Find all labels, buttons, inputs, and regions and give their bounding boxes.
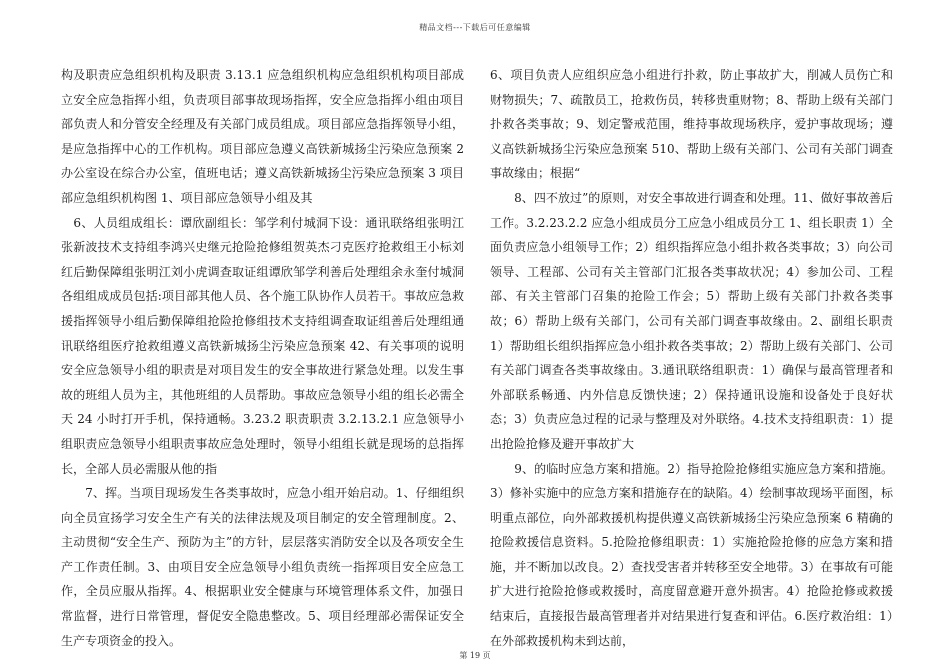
paragraph: 9、的临时应急方案和措施。2）指导抢险抢修组实施应急方案和措施。3）修补实施中的应急方案和措施存在的缺陷。4）绘制事故现场平面图，标明重点部位，向外部救援机构提供遵义高铁新城扬尘污染应急预案 6 精确的抢险救援信息资料。5.抢险抢修组职责：1）实施抢险抢修的应急方案和措施，并不断加以改良。2）查找受害者并转移至安全地带。3）在事故有可能扩大进行抢险抢修或救援时，高度留意避开意外损害。4）抢险抢修或救援结束后，直接报告最高管理者并对结果进行复查和评估。6.医疗救治组：1）在外部救援机构未到达前， bbox=[490, 461, 893, 648]
paragraph: 8、四不放过”的原则，对安全事故进行调查和处理。11、做好事故善后工作。3.2.23.2.2 应急小组成员分工应急小组成员分工 1、组长职责 1）全面负责应急小组领导工作；2）组织指挥应急小组扑救各类事故；3）向公司领导、工程部、公司有关主管部门汇报各类事故状况；4）参加公司、工程部、有关主管部门召集的抢险工作会；5）帮助上级有关部门扑救各类事故；6）帮助上级有关部门，公司有关部门调查事故缘由。2、副组长职责 1）帮助组长组织指挥应急小组扑救各类事故；2）帮助上级有关部门、公司有关部门调查各类事故缘由。3.通讯联络组职责：1）确保与最高管理者和外部联系畅通、内外信息反馈快速；2）保持通讯设施和设备处于良好状态；3）负责应急过程的记录与整理及对外联络。4.技术支持组职责：1）提出抢险抢修及避开事故扩大 bbox=[490, 190, 893, 451]
paragraph: 构及职责应急组织机构及职责 3.13.1 应急组织机构应急组织机构项目部成立安全应急指挥小组，负责项目部事故现场指挥，安全应急指挥小组由项目部负责人和分管安全经理及有关部门成员组成。项目部应急指挥领导小组，是应急指挥中心的工作机构。项目部应急遵义高铁新城扬尘污染应急预案 2 办公室设在综合办公室，值班电话；遵义高铁新城扬尘污染应急预案 3 项目部应急组织机构图 1、项目部应急领导小组及其 bbox=[61, 68, 464, 205]
paragraph: 6、项目负责人应组织应急小组进行扑救，防止事故扩大，削减人员伤亡和财物损失；7、疏散员工，抢救伤员，转移贵重财物；8、帮助上级有关部门扑救各类事故；9、划定警戒范围，维持事故现场秩序，爱护事故现场；遵义高铁新城扬尘污染应急预案 510、帮助上级有关部门、公司有关部门调查事故缘由；根据“ bbox=[490, 68, 893, 181]
right-column bbox=[490, 63, 893, 653]
left-column bbox=[61, 63, 464, 653]
paragraph: 7、挥。当项目现场发生各类事故时，应急小组开始启动。1、仔细组织向全员宣扬学习安全生产有关的法律法规及项目制定的安全管理制度。2、主动贯彻“安全生产、预防为主”的方针，层层落实消防安全以及各项安全生产工作责任制。3、由项目安全应急领导小组负责统一指挥项目安全应急工作，全员应服从指挥。4、根据职业安全健康与环境管理体系文件，加强日常监督，进行日常管理，督促安全隐患整改。5、项目经理部必需保证安全生产专项资金的投入。 bbox=[61, 486, 464, 648]
paragraph: 6、人员组成组长：谭欣副组长：邹学利付城洞下设：通讯联络组张明江张新波技术支持组李鸿兴史继元抢险抢修组贺英杰刁克医疗抢救组王小标刘红后勤保障组张明江刘小虎调查取证组谭欣邹学利善后处理组余永奎付城洞各组组成成员包括:项目部其他人员、各个施工队协作人员若干。事故应急救援指挥领导小组后勤保障组抢险抢修组技术支持组调查取证组善后处理组通讯联络组医疗抢救组遵义高铁新城扬尘污染应急预案 42、有关事项的说明安全应急领导小组的职责是对项目发生的安全事故进行紧急处理。以发生事故的班组人员为主，其他班组的人员帮助。事故应急领导小组的组长必需全天 24 小时打开手机，保持通畅。3.23.2 职责职责 3.2.13.2.1 应急领导小组职责应急领导小组职责事故应急处理时，领导小组组长就是现场的总指挥长，全部人员必需服从他的指 bbox=[61, 215, 464, 476]
page-header: 精品文档---下载后可任意编辑 bbox=[419, 23, 531, 32]
page-number: 第 19 页 bbox=[459, 651, 491, 660]
